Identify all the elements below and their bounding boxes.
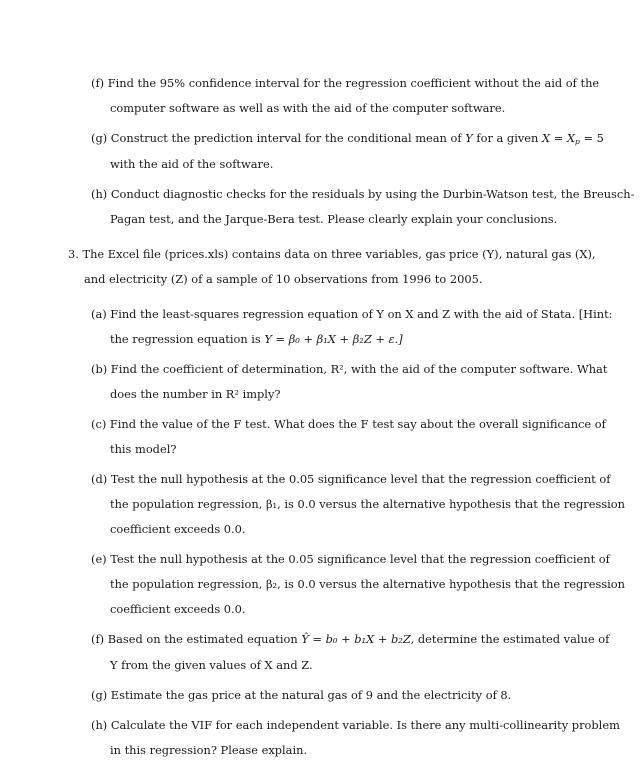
q3-e-line3: coefficient exceeds 0.0. bbox=[110, 602, 246, 616]
q3-f-equation: Ŷ = b₀ + b₁X + b₂Z, bbox=[301, 632, 415, 646]
item-g-line2: with the aid of the software. bbox=[110, 157, 274, 171]
q3-a-equation: Y = β₀ + β₁X + β₂Z + ε.] bbox=[264, 332, 403, 346]
q3-c-line1: (c) Find the value of the F test. What does the F test say about the overall significance of bbox=[91, 417, 606, 431]
item-f-line1: (f) Find the 95% confidence interval for the regression coefficient without the aid of the bbox=[91, 76, 600, 90]
item-g-sub: p bbox=[575, 137, 580, 146]
item-g-var: Y bbox=[465, 131, 473, 145]
q3-f-text-b: determine the estimated value of bbox=[417, 632, 610, 646]
q3-c-line2: this model? bbox=[110, 442, 177, 456]
q3-a-prefix: the regression equation is bbox=[110, 332, 261, 346]
q3-d-line3: coefficient exceeds 0.0. bbox=[110, 522, 246, 536]
q3-h-line2: in this regression? Please explain. bbox=[110, 743, 308, 757]
q3-f-line1 bbox=[91, 632, 609, 646]
q3-e-line1: (e) Test the null hypothesis at the 0.05 significance level that the regression coefficient of bbox=[91, 552, 610, 566]
q3-e-line2: the population regression, β₂, is 0.0 versus the alternative hypothesis that the regression bbox=[110, 577, 625, 591]
q3-b-line2: does the number in R² imply? bbox=[110, 387, 281, 401]
q3-a-line1: (a) Find the least-squares regression equation of Y on X and Z with the aid of Stata. [Hint: bbox=[91, 307, 613, 321]
q3-d-line2: the population regression, β₁, is 0.0 versus the alternative hypothesis that the regression bbox=[110, 497, 625, 511]
item-h-line1: (h) Conduct diagnostic checks for the residuals by using the Durbin-Watson test, the Breusch- bbox=[91, 187, 635, 201]
q3-line1: 3. The Excel file (prices.xls) contains data on three variables, gas price (Y), natural gas (X), bbox=[68, 247, 596, 261]
q3-h-line1: (h) Calculate the VIF for each independent variable. Is there any multi-collinearity problem bbox=[91, 718, 620, 732]
q3-d-line1: (d) Test the null hypothesis at the 0.05 significance level that the regression coefficient of bbox=[91, 472, 611, 486]
item-g-text-c: = 5 bbox=[583, 131, 604, 145]
q3-f-line2: Y from the given values of X and Z. bbox=[110, 658, 313, 672]
q3-g-line1: (g) Estimate the gas price at the natural gas of 9 and the electricity of 8. bbox=[91, 688, 512, 702]
item-g-line1 bbox=[91, 131, 604, 149]
item-h-line2: Pagan test, and the Jarque-Bera test. Please clearly explain your conclusions. bbox=[110, 212, 558, 226]
item-g-text-b: for a given bbox=[476, 131, 539, 145]
item-f-line2: computer software as well as with the aid of the computer software. bbox=[110, 101, 506, 115]
q3-line2: and electricity (Z) of a sample of 10 observations from 1996 to 2005. bbox=[84, 272, 483, 286]
q3-a-line2 bbox=[110, 332, 403, 346]
q3-b-line1: (b) Find the coefficient of determination, R², with the aid of the computer software. What bbox=[91, 362, 608, 376]
q3-f-text-a: (f) Based on the estimated equation bbox=[91, 632, 298, 646]
item-g-text-a: (g) Construct the prediction interval for the conditional mean of bbox=[91, 131, 462, 145]
item-g-eq: X = X bbox=[542, 131, 576, 145]
